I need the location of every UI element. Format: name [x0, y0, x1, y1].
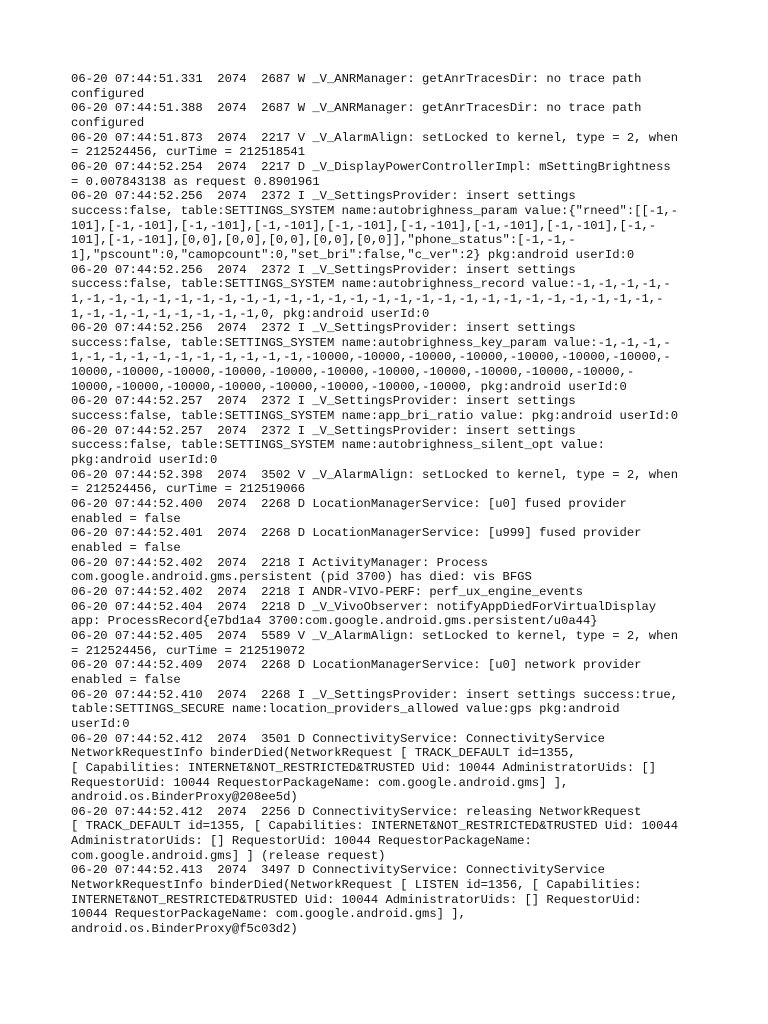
log-entry: 06-20 07:44:52.401 2074 2268 D LocationManagerService: [u999] fused provider enabled = false [71, 526, 642, 555]
log-entry: 06-20 07:44:52.412 2074 3501 D ConnectivityService: ConnectivityService NetworkRequestInfo binderDied(NetworkRequest [ TRACK_DEFAULT id=1355, [ Capabilities: INTERNET&NOT_RESTRICTED&TRUSTED Uid: 10044 AdministratorUids: [] RequestorUid: 10044 RequestorPackageName: com.google.android.gms] ], android.os.BinderProxy@208ee5d) [71, 731, 657, 805]
log-entry: 06-20 07:44:52.398 2074 3502 V _V_AlarmAlign: setLocked to kernel, type = 2, when = 212524456, curTime = 212519066 [71, 467, 679, 497]
log-entry: 06-20 07:44:51.331 2074 2687 W _V_ANRManager: getAnrTracesDir: no trace path configured [71, 72, 642, 101]
log-entry: 06-20 07:44:52.400 2074 2268 D LocationManagerService: [u0] fused provider enabled = false [71, 497, 627, 526]
log-entry: 06-20 07:44:52.256 2074 2372 I _V_SettingsProvider: insert settings success:false, table:SETTINGS_SYSTEM name:autobrighness_record value:-1,-1,-1,-1,- 1,-1,-1,-1,-1,-1,-1,-1,-1,-1,-1,-1,-1,-1,-1,-1,-1,-1,-1,-1,-1,-1,-1,-1,-1,-1,-1,- 1,-1,-1,-1,-1,-1,-1,-1,-1,0, pkg:android userId:0 [71, 262, 671, 321]
log-entry: 06-20 07:44:52.257 2074 2372 I _V_SettingsProvider: insert settings success:false, table:SETTINGS_SYSTEM name:autobrighness_silent_opt value: pkg:android userId:0 [71, 423, 605, 468]
log-entry: 06-20 07:44:52.405 2074 5589 V _V_AlarmAlign: setLocked to kernel, type = 2, when = 212524456, curTime = 212519072 [71, 628, 679, 658]
log-entry: 06-20 07:44:52.402 2074 2218 I ANDR-VIVO-PERF: perf_ux_engine_events [71, 584, 583, 599]
log-entry: 06-20 07:44:51.388 2074 2687 W _V_ANRManager: getAnrTracesDir: no trace path configured [71, 101, 642, 130]
log-entry: 06-20 07:44:52.402 2074 2218 I ActivityManager: Process com.google.android.gms.persistent (pid 3700) has died: vis BFGS [71, 555, 532, 585]
log-entry: 06-20 07:44:52.254 2074 2217 D _V_DisplayPowerControllerImpl: mSettingBrightness = 0.007843138 as request 0.8901961 [71, 159, 671, 189]
log-entry: 06-20 07:44:52.256 2074 2372 I _V_SettingsProvider: insert settings success:false, table:SETTINGS_SYSTEM name:autobrighness_key_param value:-1,-1,-1,- 1,-1,-1,-1,-1,-1,-1,-1,-1,-1,-1,-10000,-10000,-10000,-10000,-10000,-10000,-10000,- 10000,-10000,-10000,-10000,-10000,-10000,-10000,-10000,-10000,-10000,-10000,- 10000,-10000,-10000,-10000,-10000,-10000,-10000,-10000, pkg:android userId:0 [71, 321, 671, 394]
log-entry: 06-20 07:44:52.404 2074 2218 D _V_VivoObserver: notifyAppDiedForVirtualDisplay app: ProcessRecord{e7bd1a4 3700:com.google.android.gms.persistent/u0a44} [71, 599, 657, 629]
log-entry: 06-20 07:44:52.256 2074 2372 I _V_SettingsProvider: insert settings success:false, table:SETTINGS_SYSTEM name:autobrighness_param value:{"rneed":[[-1,- 101],[-1,-101],[-1,-101],[-1,-101],[-1,-101],[-1,-101],[-1,-101],[-1,-101],[-1,- 101],[-1,-101],[0,0],[0,0],[0,0],[0,0],[0,0]],"phone_status":[-1,-1,- 1],"pscount":0,"camopcount":0,"set_bri":false,"c_ver":2} pkg:android userId:0 [71, 189, 679, 262]
log-entry: 06-20 07:44:52.409 2074 2268 D LocationManagerService: [u0] network provider enabled = false [71, 658, 642, 687]
log-entry: 06-20 07:44:52.412 2074 2256 D ConnectivityService: releasing NetworkRequest [ TRACK_DEFAULT id=1355, [ Capabilities: INTERNET&NOT_RESTRICTED&TRUSTED Uid: 10044 AdministratorUids: [] RequestorUid: 10044 RequestorPackageName: com.google.android.gms] ] (release request) [71, 804, 679, 863]
log-document [71, 72, 701, 937]
log-entry: 06-20 07:44:52.257 2074 2372 I _V_SettingsProvider: insert settings success:false, table:SETTINGS_SYSTEM name:app_bri_ratio value: pkg:android userId:0 [71, 394, 679, 424]
log-entry: 06-20 07:44:51.873 2074 2217 V _V_AlarmAlign: setLocked to kernel, type = 2, when = 212524456, curTime = 212518541 [71, 130, 679, 160]
log-entry: 06-20 07:44:52.410 2074 2268 I _V_SettingsProvider: insert settings success:true, table:SETTINGS_SECURE name:location_providers_allowed value:gps pkg:android userId:0 [71, 687, 679, 731]
log-entry: 06-20 07:44:52.413 2074 3497 D ConnectivityService: ConnectivityService NetworkRequestInfo binderDied(NetworkRequest [ LISTEN id=1356, [ Capabilities: INTERNET&NOT_RESTRICTED&TRUSTED Uid: 10044 AdministratorUids: [] RequestorUid: 10044 RequestorPackageName: com.google.android.gms] ], android.os.BinderProxy@f5c03d2) [71, 863, 642, 937]
